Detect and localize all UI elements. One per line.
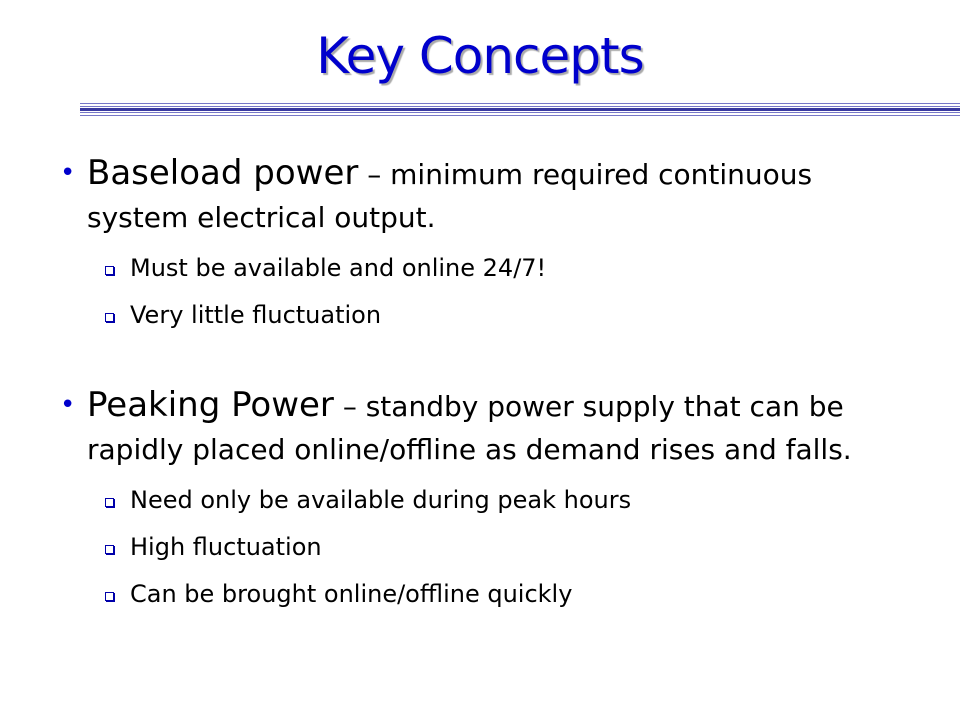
bullet-dot-icon: • xyxy=(60,158,76,188)
square-bullet-icon xyxy=(105,545,114,554)
sub-item-text: High fluctuation xyxy=(130,533,322,561)
bullet-term: Baseload power xyxy=(87,153,359,193)
square-bullet-icon xyxy=(105,266,114,275)
sub-item-text: Very little fluctuation xyxy=(130,301,382,329)
bullet-definition: – standby power supply that can be rapidly placed online/offline as demand rises and falls. xyxy=(87,390,852,466)
bullet-baseload-power xyxy=(60,152,920,239)
sub-list-peaking xyxy=(60,477,920,618)
sub-item xyxy=(60,292,920,339)
sub-item-text: Must be available and online 24/7! xyxy=(130,254,547,282)
bullet-term: Peaking Power xyxy=(87,385,334,425)
square-bullet-icon xyxy=(105,313,114,322)
sub-item xyxy=(60,477,920,524)
bullet-definition: – minimum required continuous system electrical output. xyxy=(87,158,813,234)
bullet-dot-icon: • xyxy=(60,390,76,420)
sub-item xyxy=(60,245,920,292)
square-bullet-icon xyxy=(105,592,114,601)
slide-title: Key Concepts xyxy=(316,27,644,85)
sub-item xyxy=(60,524,920,571)
title-divider-accent xyxy=(80,108,960,111)
slide-content xyxy=(60,152,920,618)
sub-item-text: Need only be available during peak hours xyxy=(130,486,632,514)
bullet-peaking-power xyxy=(60,384,920,471)
sub-list-baseload xyxy=(60,245,920,339)
sub-item-text: Can be brought online/offline quickly xyxy=(130,580,573,608)
square-bullet-icon xyxy=(105,498,114,507)
sub-item xyxy=(60,571,920,618)
